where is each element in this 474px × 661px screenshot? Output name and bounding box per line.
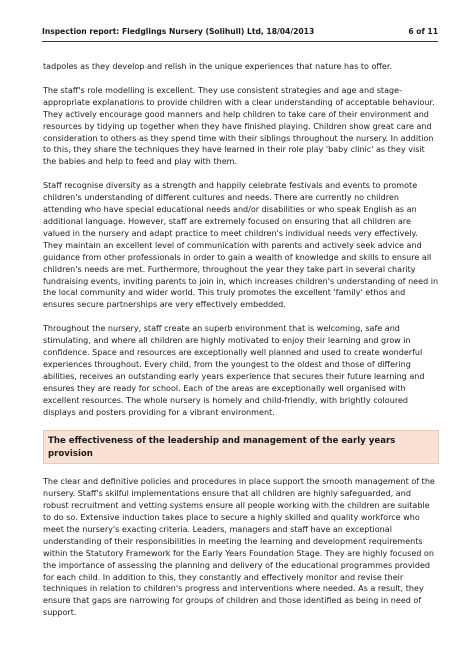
report-body: [43, 61, 439, 631]
section-heading: The effectiveness of the leadership and management of the early years provision: [43, 430, 439, 464]
paragraph: Throughout the nursery, staff create an superb environment that is welcoming, safe and stimulating, and where all children are highly motivated to enjoy their learning and grow in confidence. Space and resources are exceptionally well planned and used to create wonderful experiences throughout. Every child, from the youngest to the oldest and those of differing abilities, receives an outstanding early years experience that secures their future learning and ensures they are ready for school. Each of the areas are exceptionally well organised with excellent resources. The whole nursery is homely and child-friendly, with brightly coloured displays and posters providing for a vibrant environment.: [43, 324, 425, 417]
header-divider: [42, 41, 438, 42]
page-number: 6 of 11: [408, 27, 438, 36]
paragraph: tadpoles as they develop and relish in the unique experiences that nature has to offer.: [43, 62, 393, 71]
page-header: [42, 27, 438, 39]
report-title: Inspection report: Fledglings Nursery (Solihull) Ltd, 18/04/2013: [42, 27, 315, 36]
section-body: The clear and definitive policies and procedures in place support the smooth management of the nursery. Staff's skilful implementations ensure that all children are highly safeguarded, and robust recruitment and vetting systems ensure all people working with the children are suitable to do so. Extensive induction takes place to secure a highly skilled and quality workforce who meet the nursery's exacting criteria. Leaders, managers and staff have an exceptional understanding of their responsibilities in meeting the learning and development requirements within the Statutory Framework for the Early Years Foundation Stage. They are highly focused on the importance of assessing the planning and delivery of the educational programmes provided for each child. In addition to this, they constantly and effectively monitor and revise their techniques in relation to children's progress and interventions where needed. As a result, they ensure that gaps are narrowing for groups of children and those identified as being in need of support.: [43, 477, 435, 618]
paragraph: Staff recognise diversity as a strength and happily celebrate festivals and events to promote children's understanding of different cultures and needs. There are currently no children attending who have special educational needs and/or disabilities or who speak English as an additional language. However, staff are extremely focused on ensuring that all children are valued in the nursery and adapt practice to meet children's individual needs very effectively. They maintain an excellent level of communication with parents and actively seek advice and guidance from other professionals in order to gain a wealth of knowledge and skills to ensure all children's needs are met. Furthermore, throughout the year they take part in several charity fundraising events, inviting parents to join in, which increases children's understanding of need in the local community and wider world. This truly promotes the excellent 'family' ethos and ensures secure partnerships are very effectively embedded.: [43, 181, 439, 310]
paragraph: The staff's role modelling is excellent. They use consistent strategies and age and stage-appropriate explanations to provide children with a clear understanding of acceptable behaviour. They actively encourage good manners and help children to take care of their environment and resources by tidying up together when they have finished playing. Children show great care and consideration to others as they spend time with their siblings throughout the nursery. In addition to this, they share the techniques they have learned in their role play 'baby clinic' as they visit the babies and help to feed and play with them.: [43, 85, 435, 167]
